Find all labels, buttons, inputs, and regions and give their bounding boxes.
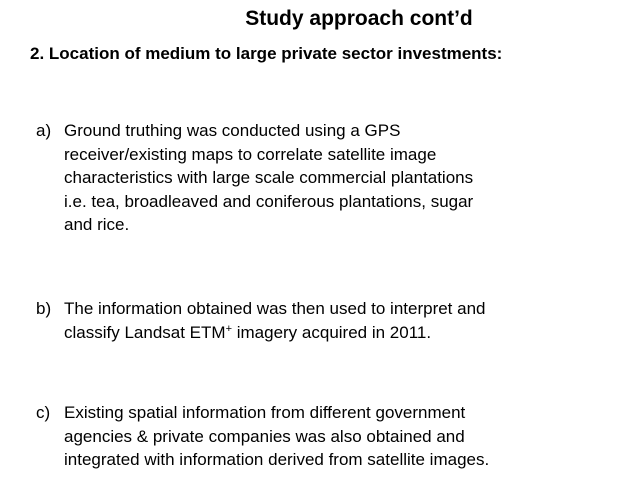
- list-marker: a): [36, 121, 52, 140]
- text-line: and rice.: [64, 215, 130, 234]
- text-line: agencies & private companies was also obtained and: [64, 426, 465, 446]
- text-fragment: classify Landsat ETM: [64, 322, 226, 342]
- text-line: The information obtained was then used to interpret and: [64, 299, 486, 318]
- list-item-c: [36, 401, 616, 472]
- list-item-text: [64, 401, 616, 472]
- slide-title: Study approach cont’d: [245, 7, 473, 30]
- text-line: characteristics with large scale commercial plantations: [64, 168, 474, 187]
- list-item-text: [64, 297, 616, 344]
- section-heading: 2. Location of medium to large private sector investments:: [30, 44, 503, 63]
- text-line: Existing spatial information from different government: [64, 403, 466, 422]
- list-marker: b): [36, 299, 52, 318]
- superscript-plus: +: [225, 322, 232, 335]
- list-item-b: [36, 297, 616, 344]
- list-item-text: [64, 119, 616, 237]
- text-fragment: imagery acquired in 2011.: [232, 322, 432, 342]
- list-item-a: [36, 119, 616, 237]
- list-marker: c): [36, 403, 51, 422]
- text-line: Ground truthing was conducted using a GPS: [64, 121, 401, 140]
- text-line: i.e. tea, broadleaved and coniferous plantations, sugar: [64, 191, 474, 211]
- text-line: integrated with information derived from satellite images.: [64, 450, 490, 469]
- text-line: receiver/existing maps to correlate satellite image: [64, 144, 437, 164]
- text-line: [64, 321, 616, 345]
